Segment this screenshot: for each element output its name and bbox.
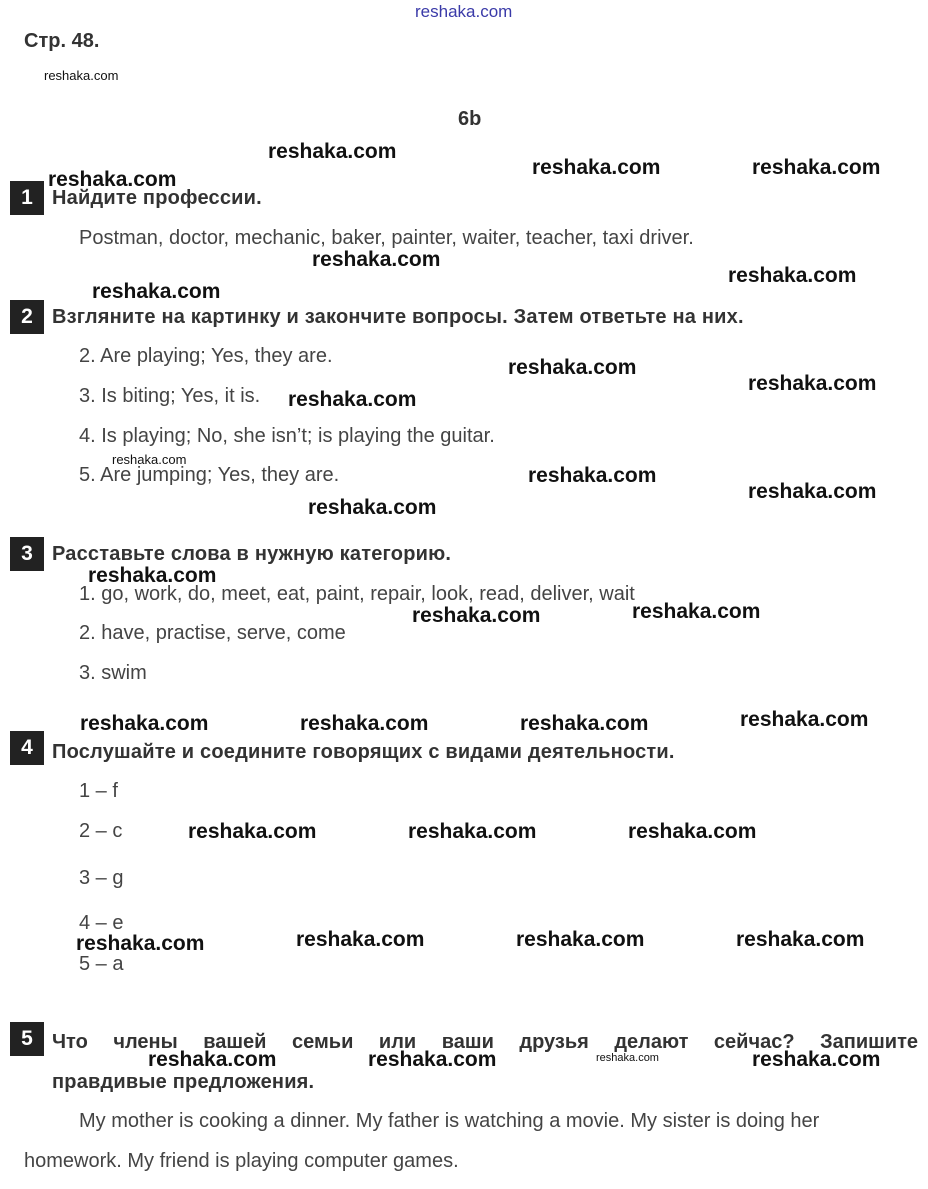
exercise-4-line-5: 5 – a	[79, 953, 124, 975]
watermark: reshaka.com	[112, 452, 187, 467]
watermark: reshaka.com	[532, 156, 661, 179]
watermark: reshaka.com	[408, 820, 537, 843]
watermark: reshaka.com	[76, 932, 205, 955]
top-watermark: reshaka.com	[415, 2, 513, 21]
exercise-3-title: Расставьте слова в нужную категорию.	[52, 543, 452, 565]
watermark: reshaka.com	[188, 820, 317, 843]
exercise-4-number: 4	[10, 731, 44, 765]
exercise-1-number: 1	[10, 181, 44, 215]
watermark: reshaka.com	[300, 712, 429, 735]
watermark: reshaka.com	[520, 712, 649, 735]
watermark: reshaka.com	[92, 280, 221, 303]
exercise-4-line-1: 1 – f	[79, 780, 118, 802]
exercise-3-number: 3	[10, 537, 44, 571]
watermark: reshaka.com	[740, 708, 869, 731]
watermark: reshaka.com	[628, 820, 757, 843]
watermark: reshaka.com	[516, 928, 645, 951]
exercise-3-line-1: 1. go, work, do, meet, eat, paint, repair, look, read, deliver, wait	[79, 583, 635, 605]
exercise-3-line-3: 3. swim	[79, 662, 147, 684]
watermark: reshaka.com	[368, 1048, 497, 1071]
exercise-2-title: Взгляните на картинку и закончите вопросы. Затем ответьте на них.	[52, 306, 744, 328]
watermark: reshaka.com	[736, 928, 865, 951]
exercise-5-title-line-2: правдивые предложения.	[52, 1071, 315, 1093]
exercise-1-line-1: Postman, doctor, mechanic, baker, painter, waiter, teacher, taxi driver.	[79, 227, 694, 249]
watermark: reshaka.com	[268, 140, 397, 163]
exercise-3-line-2: 2. have, practise, serve, come	[79, 622, 346, 644]
exercise-2-number: 2	[10, 300, 44, 334]
exercise-4-line-3: 3 – g	[79, 867, 124, 889]
watermark: reshaka.com	[752, 156, 881, 179]
watermark: reshaka.com	[288, 388, 417, 411]
watermark: reshaka.com	[88, 564, 217, 587]
exercise-2-line-3: 4. Is playing; No, she isn’t; is playing the guitar.	[79, 425, 495, 447]
watermark: reshaka.com	[80, 712, 209, 735]
exercise-5-title-line-1: Что члены вашей семьи или ваши друзья делают сейчас? Запишите	[52, 1031, 918, 1053]
exercise-4-line-2: 2 – c	[79, 820, 123, 842]
exercise-4-title: Послушайте и соедините говорящих с видами деятельности.	[52, 741, 675, 763]
watermark: reshaka.com	[412, 604, 541, 627]
watermark: reshaka.com	[44, 68, 119, 83]
watermark: reshaka.com	[752, 1048, 881, 1071]
watermark: reshaka.com	[48, 168, 177, 191]
exercise-2-line-2: 3. Is biting; Yes, it is.	[79, 385, 261, 407]
section-title: 6b	[458, 108, 482, 130]
exercise-5-line-2: homework. My friend is playing computer games.	[24, 1150, 459, 1172]
exercise-2-line-1: 2. Are playing; Yes, they are.	[79, 345, 333, 367]
watermark: reshaka.com	[748, 372, 877, 395]
exercise-2-line-4: 5. Are jumping; Yes, they are.	[79, 464, 340, 486]
watermark: reshaka.com	[296, 928, 425, 951]
watermark: reshaka.com	[148, 1048, 277, 1071]
watermark: reshaka.com	[728, 264, 857, 287]
watermark: reshaka.com	[312, 248, 441, 271]
exercise-5-line-1: My mother is cooking a dinner. My father is watching a movie. My sister is doing her	[79, 1110, 820, 1132]
watermark: reshaka.com	[596, 1052, 659, 1064]
exercise-5-number: 5	[10, 1022, 44, 1056]
exercise-4-line-4: 4 – e	[79, 912, 124, 934]
exercise-1-title: Найдите профессии.	[52, 187, 262, 209]
watermark: reshaka.com	[528, 464, 657, 487]
page-label: Стр. 48.	[24, 30, 100, 52]
watermark: reshaka.com	[508, 356, 637, 379]
watermark: reshaka.com	[748, 480, 877, 503]
watermark: reshaka.com	[308, 496, 437, 519]
watermark: reshaka.com	[632, 600, 761, 623]
